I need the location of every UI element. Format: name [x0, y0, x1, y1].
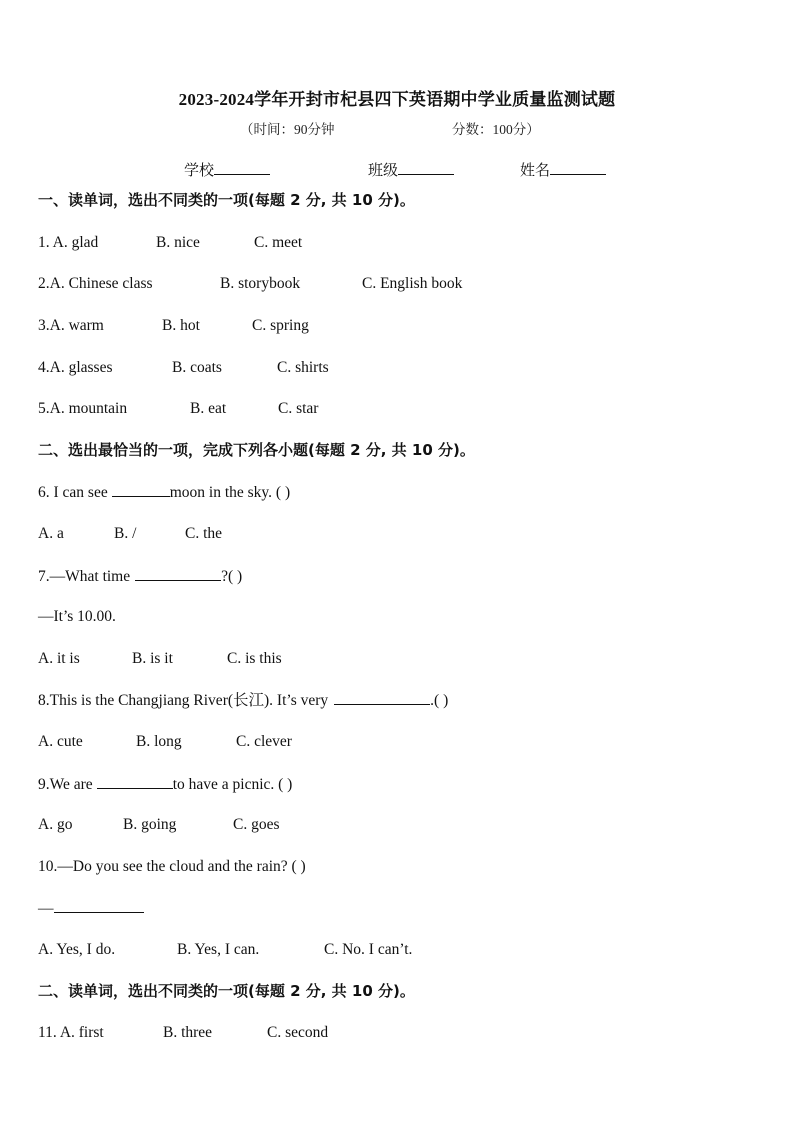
q8-blank[interactable]	[334, 690, 430, 705]
q10-option-a: A. Yes, I do.	[38, 941, 116, 958]
q9-blank[interactable]	[97, 774, 173, 789]
school-label: 学校	[184, 163, 215, 179]
page-title: 2023-2024学年开封市杞县四下英语期中学业质量监测试题	[178, 90, 616, 109]
q9-stem-start: 9.We are	[38, 776, 93, 793]
q10-option-c: C. No. I can’t.	[324, 941, 413, 958]
q7-option-b: B. is it	[132, 650, 173, 667]
q9-option-a: A. go	[38, 816, 73, 833]
q7-option-a: A. it is	[38, 650, 80, 667]
question-9	[38, 774, 292, 795]
q5-option-a: 5.A. mountain	[38, 400, 128, 417]
q8-option-c: C. clever	[236, 733, 292, 750]
exam-time: （时间：90分钟	[240, 122, 335, 137]
q3-option-c: C. spring	[252, 317, 309, 334]
question-8	[38, 690, 448, 711]
q2-option-a: 2.A. Chinese class	[38, 275, 153, 292]
question-8-options	[38, 732, 738, 752]
q6-blank[interactable]	[112, 482, 170, 497]
q7-blank[interactable]	[135, 566, 221, 581]
q1-option-a: 1. A. glad	[38, 234, 99, 251]
question-6-options	[38, 524, 738, 544]
q6-option-a: A. a	[38, 525, 64, 542]
q6-option-b: B. /	[114, 525, 137, 542]
question-9-options	[38, 815, 738, 835]
q7-stem-start: 7.—What time	[38, 568, 131, 585]
question-7	[38, 566, 242, 587]
question-6	[38, 482, 290, 503]
q2-option-b: B. storybook	[220, 275, 301, 292]
name-label: 姓名	[520, 163, 551, 179]
q1-option-c: C. meet	[254, 234, 303, 251]
q10-dash: —	[38, 900, 54, 917]
q10-answer-line	[38, 898, 144, 919]
q5-option-c: C. star	[278, 400, 319, 417]
section-1-heading: 一、读单词，选出不同类的一项(每题 2 分, 共 10 分)。	[38, 191, 415, 209]
q8-stem-end: .( )	[430, 692, 449, 709]
class-field	[368, 159, 454, 180]
q4-option-b: B. coats	[172, 359, 222, 376]
q11-option-b: B. three	[163, 1024, 213, 1041]
question-3	[38, 316, 738, 336]
q8-option-a: A. cute	[38, 733, 83, 750]
q6-stem-end: moon in the sky. ( )	[169, 484, 291, 501]
q6-stem-start: 6. I can see	[38, 484, 108, 501]
q11-option-c: C. second	[267, 1024, 329, 1041]
q3-option-b: B. hot	[162, 317, 200, 334]
school-blank[interactable]	[214, 160, 270, 175]
q8-option-b: B. long	[136, 733, 182, 750]
question-11	[38, 1023, 738, 1043]
class-blank[interactable]	[398, 160, 454, 175]
section-2-heading: 二、选出最恰当的一项，完成下列各小题(每题 2 分, 共 10 分)。	[38, 441, 475, 459]
q8-stem-start: 8.This is the Changjiang River(长江). It’s very	[38, 692, 329, 709]
name-field	[520, 159, 606, 180]
question-5	[38, 399, 738, 419]
q1-option-b: B. nice	[156, 234, 200, 251]
q11-option-a: 11. A. first	[38, 1024, 104, 1041]
q4-option-a: 4.A. glasses	[38, 359, 113, 376]
exam-score: 分数：100分）	[452, 122, 540, 137]
q10-blank[interactable]	[54, 898, 144, 913]
question-10: 10.—Do you see the cloud and the rain? ( )	[38, 858, 306, 875]
q7-option-c: C. is this	[227, 650, 282, 667]
question-2	[38, 274, 738, 294]
q5-option-b: B. eat	[190, 400, 227, 417]
q4-option-c: C. shirts	[277, 359, 329, 376]
q6-option-c: C. the	[185, 525, 223, 542]
class-label: 班级	[368, 163, 399, 179]
question-1	[38, 233, 738, 253]
q9-option-b: B. going	[123, 816, 177, 833]
q2-option-c: C. English book	[362, 275, 463, 292]
question-4	[38, 358, 738, 378]
q9-option-c: C. goes	[233, 816, 280, 833]
school-field	[184, 159, 270, 180]
q3-option-a: 3.A. warm	[38, 317, 104, 334]
question-10-options	[38, 940, 738, 960]
question-7-options	[38, 649, 738, 669]
q10-option-b: B. Yes, I can.	[177, 941, 260, 958]
q7-answer-line: —It’s 10.00.	[38, 608, 116, 625]
section-3-heading: 二、读单词，选出不同类的一项(每题 2 分, 共 10 分)。	[38, 982, 415, 1000]
q9-stem-end: to have a picnic. ( )	[172, 776, 293, 793]
name-blank[interactable]	[550, 160, 606, 175]
q7-stem-end: ?( )	[221, 568, 243, 585]
